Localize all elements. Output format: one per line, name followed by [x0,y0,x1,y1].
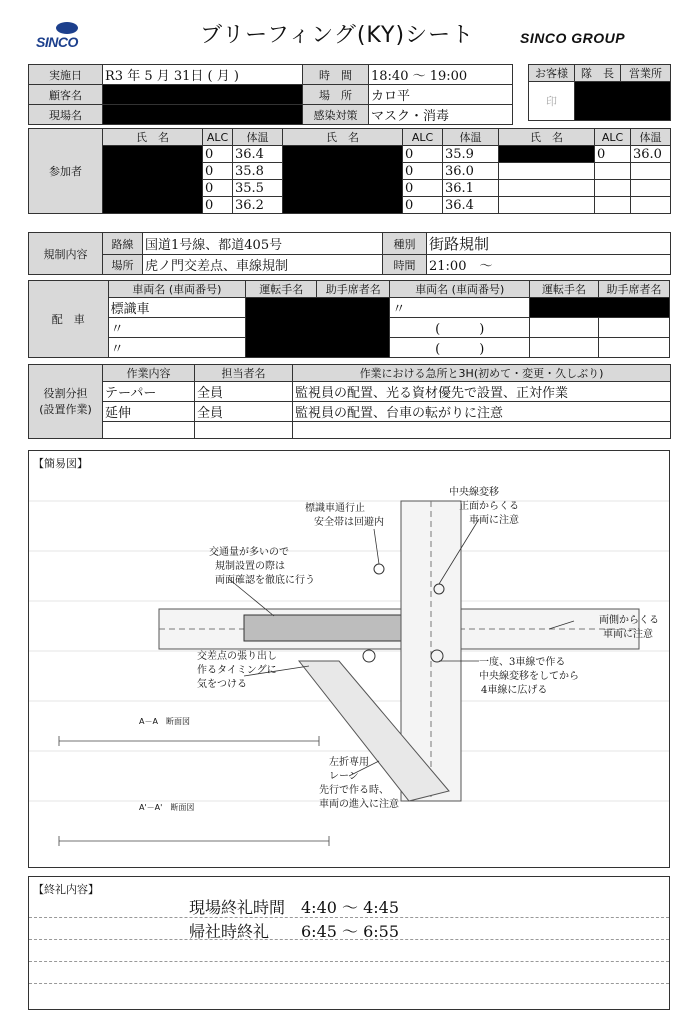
col-points: 作業における急所と3H(初めて・変更・久しぶり) [293,365,671,382]
roles-label [29,365,103,439]
col-driver-2: 運転手名 [530,281,599,298]
reg-place-label: 場所 [103,255,143,275]
temp-value: 36.0 [631,146,671,163]
section-aa-label: A－A 断面図 [139,717,190,726]
col-person: 担当者名 [195,365,293,382]
empty-cell [499,197,595,214]
diagram-note: 両面確認を徹底に行う [215,575,315,586]
diagram-note: 標識車通行止 [305,503,365,514]
infection-label: 感染対策 [303,105,369,125]
diagram-note: 車両の進入に注意 [319,799,399,810]
customer-stamp: 印 [529,82,575,121]
col-temp-2: 体温 [443,129,499,146]
work-value: テーパー [103,382,195,402]
roles-table [28,364,671,439]
col-alc-3: ALC [595,129,631,146]
approval-table [528,64,671,121]
vehicle-name: 標識車 [108,298,246,318]
alc-value: 0 [203,163,233,180]
info-table [28,64,513,125]
date-label: 実施日 [29,65,103,85]
empty-cell [103,422,195,439]
empty-cell [530,318,599,338]
vehicle-name: ( ) [390,338,530,358]
diagram-note: 左折専用 [329,757,369,768]
closing-line-2: 帰社時終礼 6:45 ～ 6:55 [189,922,400,941]
time-label: 時 間 [303,65,369,85]
diagram-note: 車両に注意 [469,515,519,526]
route-value: 国道1号線、都道405号 [143,233,383,255]
group-name: SINCO GROUP [520,30,626,46]
sinco-logo [34,22,100,54]
place-value: カロ平 [369,85,513,105]
vehicle-name: 〃 [390,298,530,318]
diagram-note: 規制設置の際は [215,561,285,572]
col-vehicle-2: 車両名 (車両番号) [390,281,530,298]
empty-cell [595,180,631,197]
name-redacted-3 [499,146,595,163]
type-value: 街路規制 [427,233,671,255]
leader-redacted [575,82,671,121]
col-name-2: 氏 名 [283,129,403,146]
diagram-note: 4車線に広げる [481,685,548,696]
participants-label: 参加者 [29,129,103,214]
vehicle-name: ( ) [390,318,530,338]
site-label: 現場名 [29,105,103,125]
col-name-3: 氏 名 [499,129,595,146]
alc-value: 0 [595,146,631,163]
temp-value: 36.4 [233,146,283,163]
diagram-note: 先行で作る時、 [319,785,389,796]
empty-cell [595,163,631,180]
person-value: 全員 [195,382,293,402]
type-label: 種別 [383,233,427,255]
empty-cell [631,197,671,214]
crew-redacted-1 [246,298,390,358]
reg-place-value: 虎ノ門交差点、車線規制 [143,255,383,275]
vehicles-label: 配 車 [29,281,109,358]
client-label: 顧客名 [29,85,103,105]
empty-cell [631,163,671,180]
col-name-1: 氏 名 [103,129,203,146]
col-alc-1: ALC [203,129,233,146]
diagram-label: 【簡易図】 [33,457,88,470]
diagram-note: 安全帯は回避内 [314,517,384,528]
customer-label: お客様 [529,65,575,82]
points-value: 監視員の配置、台車の転がりに注意 [293,402,671,422]
diagram-note: 作るタイミングに [197,665,277,676]
reg-time-value: 21:00 ～ [427,255,671,275]
time-value: 18:40 ～ 19:00 [369,65,513,85]
diagram-note: 交通量が多いので [209,547,289,558]
temp-value: 36.0 [443,163,499,180]
place-label: 場 所 [303,85,369,105]
col-alc-2: ALC [403,129,443,146]
temp-value: 36.4 [443,197,499,214]
col-work: 作業内容 [103,365,195,382]
section-aa2-label: A'－A' 断面図 [139,803,195,812]
alc-value: 0 [403,180,443,197]
temp-value: 36.1 [443,180,499,197]
temp-value: 35.8 [233,163,283,180]
vehicles-table [28,280,670,358]
page-title: ブリーフィング(KY)シート [200,23,475,48]
vehicle-name: 〃 [108,338,246,358]
empty-cell [598,318,669,338]
diagram-note: 車両に注意 [603,629,653,640]
ruled-line [29,961,669,962]
work-value: 延伸 [103,402,195,422]
logo-text: SINCO [36,34,78,50]
closing-section [28,876,670,1010]
roles-label-line1: 役割分担 [43,387,88,401]
leader-label: 隊 長 [575,65,621,82]
logo-swoosh-icon [56,22,78,34]
roles-label-line2: (設置作業) [39,402,92,416]
regulation-label: 規制内容 [29,233,103,275]
person-value: 全員 [195,402,293,422]
col-driver-1: 運転手名 [246,281,317,298]
empty-cell [499,180,595,197]
col-assistant-1: 助手席者名 [317,281,390,298]
empty-cell [195,422,293,439]
col-assistant-2: 助手席者名 [598,281,669,298]
col-temp-1: 体温 [233,129,283,146]
route-label: 路線 [103,233,143,255]
points-value: 監視員の配置、光る資材優先で設置、正対作業 [293,382,671,402]
alc-value: 0 [203,197,233,214]
alc-value: 0 [403,163,443,180]
diagram-note: 正面からくる [459,501,519,512]
diagram-note: 中央線変移をしてから [479,671,579,682]
empty-cell [631,180,671,197]
participants-table [28,128,671,214]
regulation-table [28,232,671,275]
alc-value: 0 [203,146,233,163]
reg-time-label: 時間 [383,255,427,275]
alc-value: 0 [403,146,443,163]
site-redacted [103,105,303,125]
diagram-note: レーン [329,771,359,782]
temp-value: 35.5 [233,180,283,197]
diagram-note: 気をつける [197,679,247,690]
client-redacted [103,85,303,105]
empty-cell [530,338,599,358]
empty-cell [499,163,595,180]
diagram-note: 一度、3車線で作る [479,657,566,668]
diagram-section [28,450,670,868]
ruled-line [29,983,669,984]
closing-line-1: 現場終礼時間 4:40 ～ 4:45 [189,898,400,917]
names-redacted-1 [103,146,203,214]
diagram-note: 中央線変移 [449,487,499,498]
col-vehicle-1: 車両名 (車両番号) [108,281,246,298]
temp-value: 35.9 [443,146,499,163]
alc-value: 0 [403,197,443,214]
names-redacted-2 [283,146,403,214]
infection-value: マスク・消毒 [369,105,513,125]
closing-label: 【終礼内容】 [33,883,99,896]
date-value: R3 年 5 月 31日 ( 月 ) [103,65,303,85]
empty-cell [595,197,631,214]
alc-value: 0 [203,180,233,197]
sales-label: 営業所 [621,65,671,82]
crew-redacted-2 [530,298,670,318]
temp-value: 36.2 [233,197,283,214]
empty-cell [293,422,671,439]
diagram-note: 交差点の張り出し [197,651,277,662]
col-temp-3: 体温 [631,129,671,146]
vehicle-name: 〃 [108,318,246,338]
diagram-note: 両側からくる [599,615,659,626]
empty-cell [598,338,669,358]
